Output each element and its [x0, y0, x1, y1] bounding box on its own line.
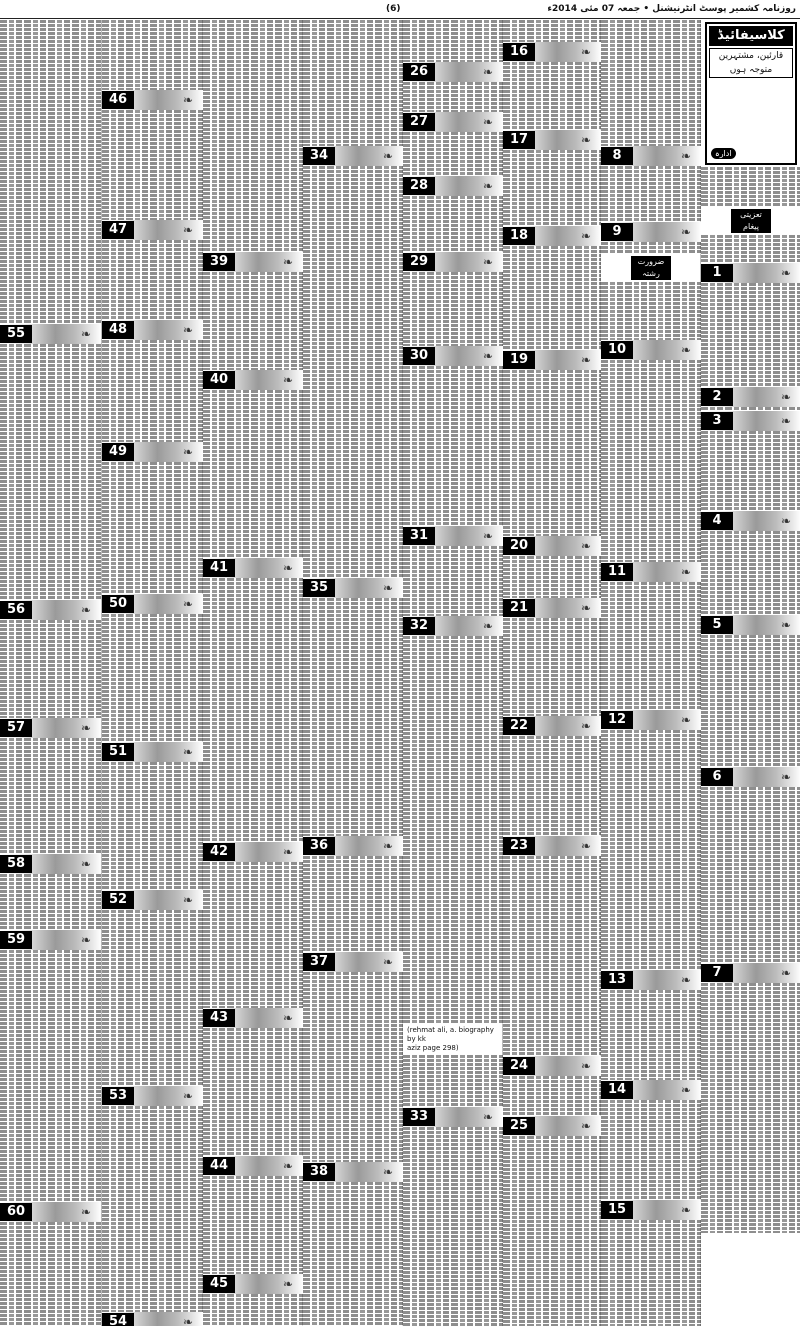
- text-block: [0, 20, 101, 324]
- text-block: [601, 990, 701, 1080]
- leaf-icon: ❧: [482, 255, 494, 269]
- text-block: [102, 910, 203, 1086]
- leaf-icon: ❧: [482, 179, 494, 193]
- item-number: 13: [601, 971, 633, 989]
- item-header-12: [601, 710, 701, 730]
- item-header-44: [203, 1156, 303, 1176]
- text-block: [503, 20, 601, 42]
- text-block: [203, 1294, 303, 1326]
- leaf-icon: ❧: [80, 603, 92, 617]
- text-block: [503, 370, 601, 536]
- text-block: [303, 598, 403, 836]
- item-header-59: [0, 930, 101, 950]
- classified-body-text: [709, 81, 793, 161]
- item-header-32: [403, 616, 503, 636]
- item-number: 9: [601, 223, 633, 241]
- text-block: [503, 736, 601, 836]
- column-3: [202, 20, 303, 1326]
- item-header-28: [403, 176, 503, 196]
- item-header-20: [503, 536, 601, 556]
- item-header-17: [503, 130, 601, 150]
- text-block: [0, 620, 101, 718]
- item-number: 35: [303, 579, 335, 597]
- leaf-icon: ❧: [80, 1205, 92, 1219]
- item-number: 15: [601, 1201, 633, 1219]
- leaf-icon: ❧: [282, 1011, 294, 1025]
- item-header-14: [601, 1080, 701, 1100]
- item-header-26: [403, 62, 503, 82]
- item-number: 3: [701, 412, 733, 430]
- leaf-icon: ❧: [182, 745, 194, 759]
- item-number: 45: [203, 1275, 235, 1293]
- leaf-icon: ❧: [482, 529, 494, 543]
- leaf-icon: ❧: [282, 373, 294, 387]
- item-header-46: [102, 90, 203, 110]
- leaf-icon: ❧: [182, 1315, 194, 1326]
- item-number: 58: [0, 855, 32, 873]
- item-number: 49: [102, 443, 134, 461]
- leaf-icon: ❧: [680, 713, 692, 727]
- text-block: [701, 431, 800, 511]
- text-block: [403, 636, 503, 1024]
- item-number: 57: [0, 719, 32, 737]
- leaf-icon: ❧: [680, 149, 692, 163]
- item-number: 39: [203, 253, 235, 271]
- leaf-icon: ❧: [182, 445, 194, 459]
- leaf-icon: ❧: [680, 343, 692, 357]
- leaf-icon: ❧: [580, 839, 592, 853]
- item-number: 23: [503, 837, 535, 855]
- text-block: [403, 546, 503, 616]
- item-header-60: [0, 1202, 101, 1222]
- item-header-8: [601, 146, 701, 166]
- item-header-21: [503, 598, 601, 618]
- section-heading: ضرورت رشتہ: [631, 256, 671, 280]
- item-header-25: [503, 1116, 601, 1136]
- text-block: [102, 614, 203, 742]
- item-header-19: [503, 350, 601, 370]
- text-block: [701, 235, 800, 263]
- item-header-42: [203, 842, 303, 862]
- item-header-15: [601, 1200, 701, 1220]
- text-block: [701, 531, 800, 615]
- reference-citation: [403, 1024, 503, 1055]
- text-block: [303, 20, 403, 146]
- item-number: 12: [601, 711, 633, 729]
- text-block: [102, 762, 203, 890]
- item-header-55: [0, 324, 101, 344]
- item-number: 11: [601, 563, 633, 581]
- leaf-icon: ❧: [780, 966, 792, 980]
- item-header-50: [102, 594, 203, 614]
- item-header-54: [102, 1312, 203, 1326]
- leaf-icon: ❧: [580, 1059, 592, 1073]
- text-block: [503, 150, 601, 226]
- text-block: [701, 283, 800, 387]
- leaf-icon: ❧: [482, 115, 494, 129]
- leaf-icon: ❧: [282, 1277, 294, 1291]
- item-number: 36: [303, 837, 335, 855]
- leaf-icon: ❧: [680, 225, 692, 239]
- item-header-45: [203, 1274, 303, 1294]
- item-number: 6: [701, 768, 733, 786]
- classified-subtitle: قارئین، مشتہرین متوجہ ہوں: [709, 48, 793, 78]
- item-header-22: [503, 716, 601, 736]
- leaf-icon: ❧: [80, 327, 92, 341]
- leaf-icon: ❧: [382, 955, 394, 969]
- text-block: [403, 272, 503, 346]
- text-block: [403, 20, 503, 62]
- leaf-icon: ❧: [580, 719, 592, 733]
- item-header-35: [303, 578, 403, 598]
- text-block: [303, 972, 403, 1162]
- item-header-33: [403, 1107, 503, 1127]
- item-number: 59: [0, 931, 32, 949]
- text-block: [203, 578, 303, 842]
- item-header-47: [102, 220, 203, 240]
- text-block: [601, 360, 701, 562]
- column-5: [402, 20, 503, 1326]
- text-block: [403, 1055, 503, 1107]
- item-header-3: [701, 411, 800, 431]
- leaf-icon: ❧: [482, 619, 494, 633]
- text-block: [102, 110, 203, 220]
- leaf-icon: ❧: [780, 770, 792, 784]
- text-block: [0, 344, 101, 600]
- text-block: [403, 196, 503, 252]
- text-block: [0, 950, 101, 1202]
- leaf-icon: ❧: [182, 597, 194, 611]
- item-header-31: [403, 526, 503, 546]
- item-header-18: [503, 226, 601, 246]
- item-header-37: [303, 952, 403, 972]
- column-7: [600, 20, 701, 1326]
- item-number: 40: [203, 371, 235, 389]
- text-block: [403, 132, 503, 176]
- leaf-icon: ❧: [580, 353, 592, 367]
- item-number: 56: [0, 601, 32, 619]
- text-block: [403, 366, 503, 526]
- leaf-icon: ❧: [282, 1159, 294, 1173]
- leaf-icon: ❧: [780, 414, 792, 428]
- item-number: 28: [403, 177, 435, 195]
- item-number: 53: [102, 1087, 134, 1105]
- leaf-icon: ❧: [182, 1089, 194, 1103]
- leaf-icon: ❧: [580, 539, 592, 553]
- item-header-4: [701, 511, 800, 531]
- item-number: 33: [403, 1108, 435, 1126]
- item-number: 46: [102, 91, 134, 109]
- item-number: 38: [303, 1163, 335, 1181]
- text-block: [203, 862, 303, 1008]
- text-block: [303, 1182, 403, 1326]
- text-block: [102, 340, 203, 442]
- item-number: 10: [601, 341, 633, 359]
- item-number: 1: [701, 264, 733, 282]
- item-number: 50: [102, 595, 134, 613]
- leaf-icon: ❧: [80, 857, 92, 871]
- leaf-icon: ❧: [282, 845, 294, 859]
- item-header-52: [102, 890, 203, 910]
- item-number: 47: [102, 221, 134, 239]
- item-number: 25: [503, 1117, 535, 1135]
- item-header-27: [403, 112, 503, 132]
- item-number: 20: [503, 537, 535, 555]
- item-header-38: [303, 1162, 403, 1182]
- item-number: 16: [503, 43, 535, 61]
- page-header: [0, 0, 800, 19]
- item-number: 19: [503, 351, 535, 369]
- text-block: [503, 246, 601, 350]
- leaf-icon: ❧: [680, 565, 692, 579]
- text-block: [203, 20, 303, 252]
- item-header-56: [0, 600, 101, 620]
- column-2: [101, 20, 203, 1326]
- item-header-10: [601, 340, 701, 360]
- leaf-icon: ❧: [80, 721, 92, 735]
- item-number: 18: [503, 227, 535, 245]
- item-number: 4: [701, 512, 733, 530]
- item-number: 14: [601, 1081, 633, 1099]
- item-header-7: [701, 963, 800, 983]
- item-header-9: [601, 222, 701, 242]
- leaf-icon: ❧: [780, 514, 792, 528]
- leaf-icon: ❧: [780, 390, 792, 404]
- text-block: [601, 20, 701, 146]
- column-4: [302, 20, 403, 1326]
- item-header-36: [303, 836, 403, 856]
- leaf-icon: ❧: [382, 581, 394, 595]
- text-block: [0, 738, 101, 854]
- item-number: 44: [203, 1157, 235, 1175]
- text-block: [203, 272, 303, 370]
- item-header-41: [203, 558, 303, 578]
- text-block: [503, 856, 601, 1056]
- column-1: [0, 20, 101, 1326]
- item-number: 51: [102, 743, 134, 761]
- item-number: 55: [0, 325, 32, 343]
- text-block: [403, 1127, 503, 1326]
- item-number: 30: [403, 347, 435, 365]
- item-header-29: [403, 252, 503, 272]
- classified-badge: ادارہ: [711, 148, 736, 159]
- text-block: [203, 1028, 303, 1156]
- text-block: [601, 582, 701, 710]
- text-block: [601, 242, 701, 254]
- text-block: [303, 856, 403, 952]
- item-header-11: [601, 562, 701, 582]
- text-block: [601, 282, 701, 340]
- text-block: [403, 82, 503, 112]
- item-number: 48: [102, 321, 134, 339]
- item-header-57: [0, 718, 101, 738]
- item-number: 43: [203, 1009, 235, 1027]
- text-block: [303, 166, 403, 578]
- text-block: [102, 20, 203, 90]
- reference-line-1: (rehmat ali, a. biography by kk: [407, 1026, 494, 1043]
- item-header-13: [601, 970, 701, 990]
- classified-title: کلاسیفائیڈ: [709, 26, 793, 46]
- classified-box: [705, 22, 797, 165]
- text-block: [601, 1220, 701, 1326]
- item-number: 60: [0, 1203, 32, 1221]
- item-number: 24: [503, 1057, 535, 1075]
- item-number: 2: [701, 388, 733, 406]
- item-number: 34: [303, 147, 335, 165]
- text-block: [0, 874, 101, 930]
- item-number: 26: [403, 63, 435, 81]
- text-block: [102, 462, 203, 594]
- item-number: 5: [701, 616, 733, 634]
- leaf-icon: ❧: [580, 229, 592, 243]
- text-block: [102, 1106, 203, 1312]
- leaf-icon: ❧: [382, 1165, 394, 1179]
- item-number: 17: [503, 131, 535, 149]
- text-block: [503, 1136, 601, 1326]
- text-block: [0, 1222, 101, 1326]
- leaf-icon: ❧: [482, 65, 494, 79]
- text-block: [601, 166, 701, 222]
- item-number: 54: [102, 1313, 134, 1326]
- column-6: [502, 20, 601, 1326]
- item-header-6: [701, 767, 800, 787]
- item-header-1: [701, 263, 800, 283]
- leaf-icon: ❧: [780, 618, 792, 632]
- item-header-48: [102, 320, 203, 340]
- leaf-icon: ❧: [182, 323, 194, 337]
- masthead-text: روزنامہ کشمیر پوسٹ انٹرنیشنل • جمعہ 07 مئی 2014ء: [547, 4, 796, 14]
- item-header-23: [503, 836, 601, 856]
- text-block: [102, 240, 203, 320]
- item-header-5: [701, 615, 800, 635]
- leaf-icon: ❧: [580, 45, 592, 59]
- text-block: [503, 618, 601, 716]
- leaf-icon: ❧: [282, 255, 294, 269]
- item-number: 27: [403, 113, 435, 131]
- reference-line-2: aziz page 298): [407, 1044, 459, 1052]
- leaf-icon: ❧: [482, 349, 494, 363]
- item-header-34: [303, 146, 403, 166]
- item-number: 41: [203, 559, 235, 577]
- item-header-43: [203, 1008, 303, 1028]
- leaf-icon: ❧: [680, 1083, 692, 1097]
- item-number: 52: [102, 891, 134, 909]
- item-number: 22: [503, 717, 535, 735]
- leaf-icon: ❧: [382, 149, 394, 163]
- item-number: 42: [203, 843, 235, 861]
- item-header-49: [102, 442, 203, 462]
- item-header-40: [203, 370, 303, 390]
- text-block: [203, 1176, 303, 1274]
- leaf-icon: ❧: [580, 1119, 592, 1133]
- text-block: [203, 390, 303, 558]
- text-block: [601, 730, 701, 970]
- leaf-icon: ❧: [182, 93, 194, 107]
- text-block: [503, 556, 601, 598]
- leaf-icon: ❧: [482, 1110, 494, 1124]
- item-header-24: [503, 1056, 601, 1076]
- section-heading: تعزیتی پیغام: [731, 209, 771, 233]
- item-number: 21: [503, 599, 535, 617]
- leaf-icon: ❧: [80, 933, 92, 947]
- item-header-58: [0, 854, 101, 874]
- leaf-icon: ❧: [382, 839, 394, 853]
- item-header-2: [701, 387, 800, 407]
- leaf-icon: ❧: [680, 1203, 692, 1217]
- item-number: 31: [403, 527, 435, 545]
- text-block: [701, 635, 800, 767]
- leaf-icon: ❧: [680, 973, 692, 987]
- column-8: [700, 20, 800, 1326]
- leaf-icon: ❧: [580, 133, 592, 147]
- item-header-16: [503, 42, 601, 62]
- leaf-icon: ❧: [182, 893, 194, 907]
- item-number: 37: [303, 953, 335, 971]
- leaf-icon: ❧: [282, 561, 294, 575]
- page-number: (6): [386, 4, 401, 14]
- text-block: [701, 787, 800, 963]
- item-number: 7: [701, 964, 733, 982]
- item-header-39: [203, 252, 303, 272]
- text-block: [503, 1076, 601, 1116]
- item-number: 32: [403, 617, 435, 635]
- item-header-30: [403, 346, 503, 366]
- item-header-53: [102, 1086, 203, 1106]
- leaf-icon: ❧: [182, 223, 194, 237]
- leaf-icon: ❧: [580, 601, 592, 615]
- text-block: [701, 167, 800, 207]
- text-block: [503, 62, 601, 130]
- item-number: 29: [403, 253, 435, 271]
- text-block: [601, 1100, 701, 1200]
- item-header-51: [102, 742, 203, 762]
- text-block: [701, 983, 800, 1233]
- item-number: 8: [601, 147, 633, 165]
- leaf-icon: ❧: [780, 266, 792, 280]
